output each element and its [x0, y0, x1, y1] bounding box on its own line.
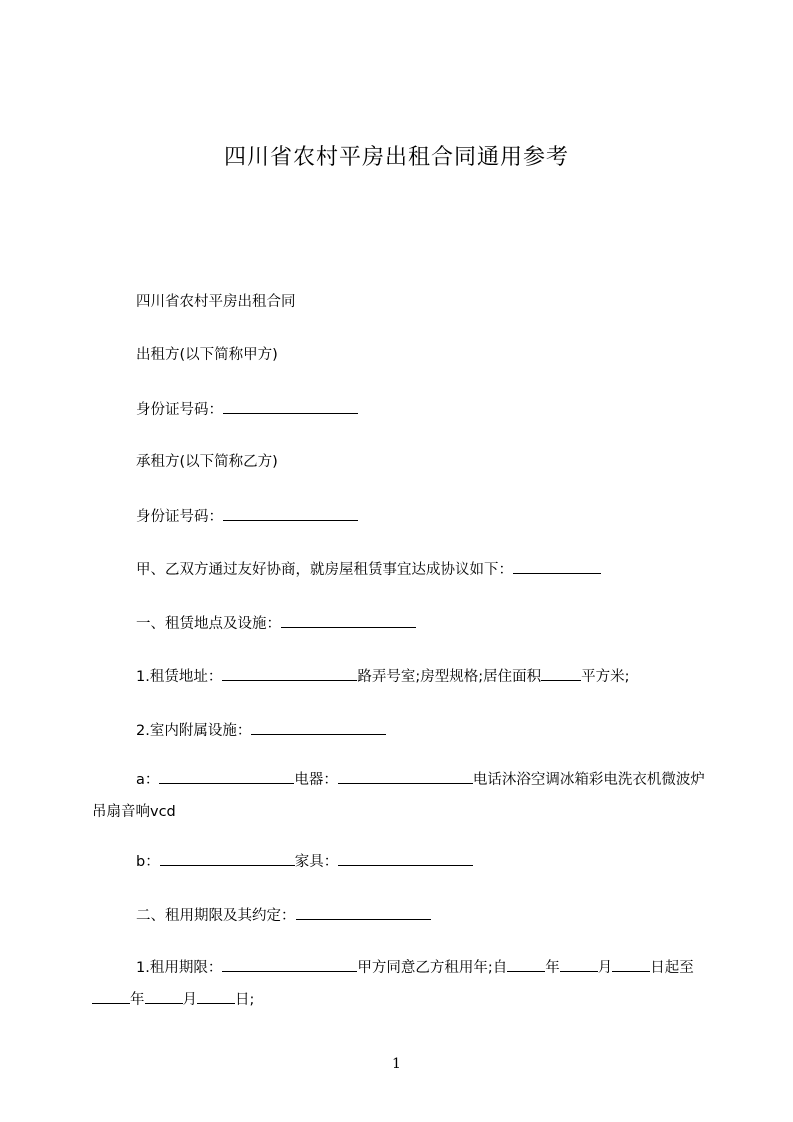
item-b-blank-2 [338, 851, 473, 866]
agreement-blank [513, 559, 601, 574]
item-b-mid: 家具： [294, 854, 339, 870]
end-month-label: 月 [182, 992, 197, 1008]
address-blank [222, 666, 357, 681]
item-a-tail: 电话沐浴空调冰箱彩电洗衣机微波炉吊扇音响vcd [92, 772, 705, 820]
agreement-line [136, 559, 601, 580]
section-2-blank [296, 905, 431, 920]
start-month-label: 月 [597, 960, 613, 976]
agreement-text: 甲、乙双方通过友好协商，就房屋租赁事宜达成协议如下： [136, 562, 513, 578]
item-b-line [136, 851, 473, 872]
section-2-heading [136, 905, 431, 926]
item-b-blank-1 [160, 851, 295, 866]
start-day-label: 日 [650, 960, 665, 976]
start-month-blank [560, 957, 598, 972]
term-text-1: 甲方同意乙方租用年;自 [357, 960, 508, 976]
end-year-blank [92, 989, 130, 1004]
item-a-label: a： [136, 772, 160, 788]
term-paragraph [92, 952, 712, 1016]
start-year-blank [507, 957, 545, 972]
end-year-label: 年 [130, 992, 145, 1008]
section-1-heading [136, 613, 416, 634]
lessor-id-blank [223, 399, 358, 414]
end-month-blank [145, 989, 183, 1004]
document-title: 四川省农村平房出租合同通用参考 [223, 145, 569, 170]
lessor-line: 出租方(以下简称甲方) [136, 347, 278, 363]
page-number: 1 [392, 1056, 401, 1072]
lessee-line: 承租方(以下简称乙方) [136, 454, 278, 470]
item-1-tail-a: 路弄号室;房型规格;居住面积 [357, 669, 542, 685]
start-day-blank [612, 957, 650, 972]
item-a-mid: 电器： [294, 772, 338, 788]
end-day-label: 日; [235, 992, 255, 1008]
end-day-blank [197, 989, 235, 1004]
item-a-blank-1 [159, 769, 294, 784]
item-b-label: b： [136, 854, 160, 870]
item-1-line [136, 666, 630, 687]
start-year-label: 年 [545, 960, 560, 976]
area-blank [541, 666, 581, 681]
item-1-label: 1.租赁地址： [136, 669, 223, 685]
item-2-line [136, 720, 386, 741]
item-2-label: 2.室内附属设施： [136, 723, 252, 739]
item-1-tail-b: 平方米; [581, 669, 630, 685]
lessee-id-label: 身份证号码： [136, 509, 223, 525]
term-blank [222, 957, 357, 972]
facilities-blank [251, 720, 386, 735]
section-2-text: 二、租用期限及其约定： [136, 908, 296, 924]
lessor-id-line [136, 399, 358, 420]
section-1-blank [281, 613, 416, 628]
lessor-id-label: 身份证号码： [136, 402, 223, 418]
term-label: 1.租用期限： [136, 960, 223, 976]
section-1-text: 一、租赁地点及设施： [136, 616, 281, 632]
contract-heading: 四川省农村平房出租合同 [136, 294, 296, 310]
lessee-id-blank [223, 506, 358, 521]
item-a-paragraph [92, 764, 712, 828]
term-text-2: 起至 [664, 960, 694, 976]
lessee-id-line [136, 506, 358, 527]
item-a-blank-2 [338, 769, 473, 784]
